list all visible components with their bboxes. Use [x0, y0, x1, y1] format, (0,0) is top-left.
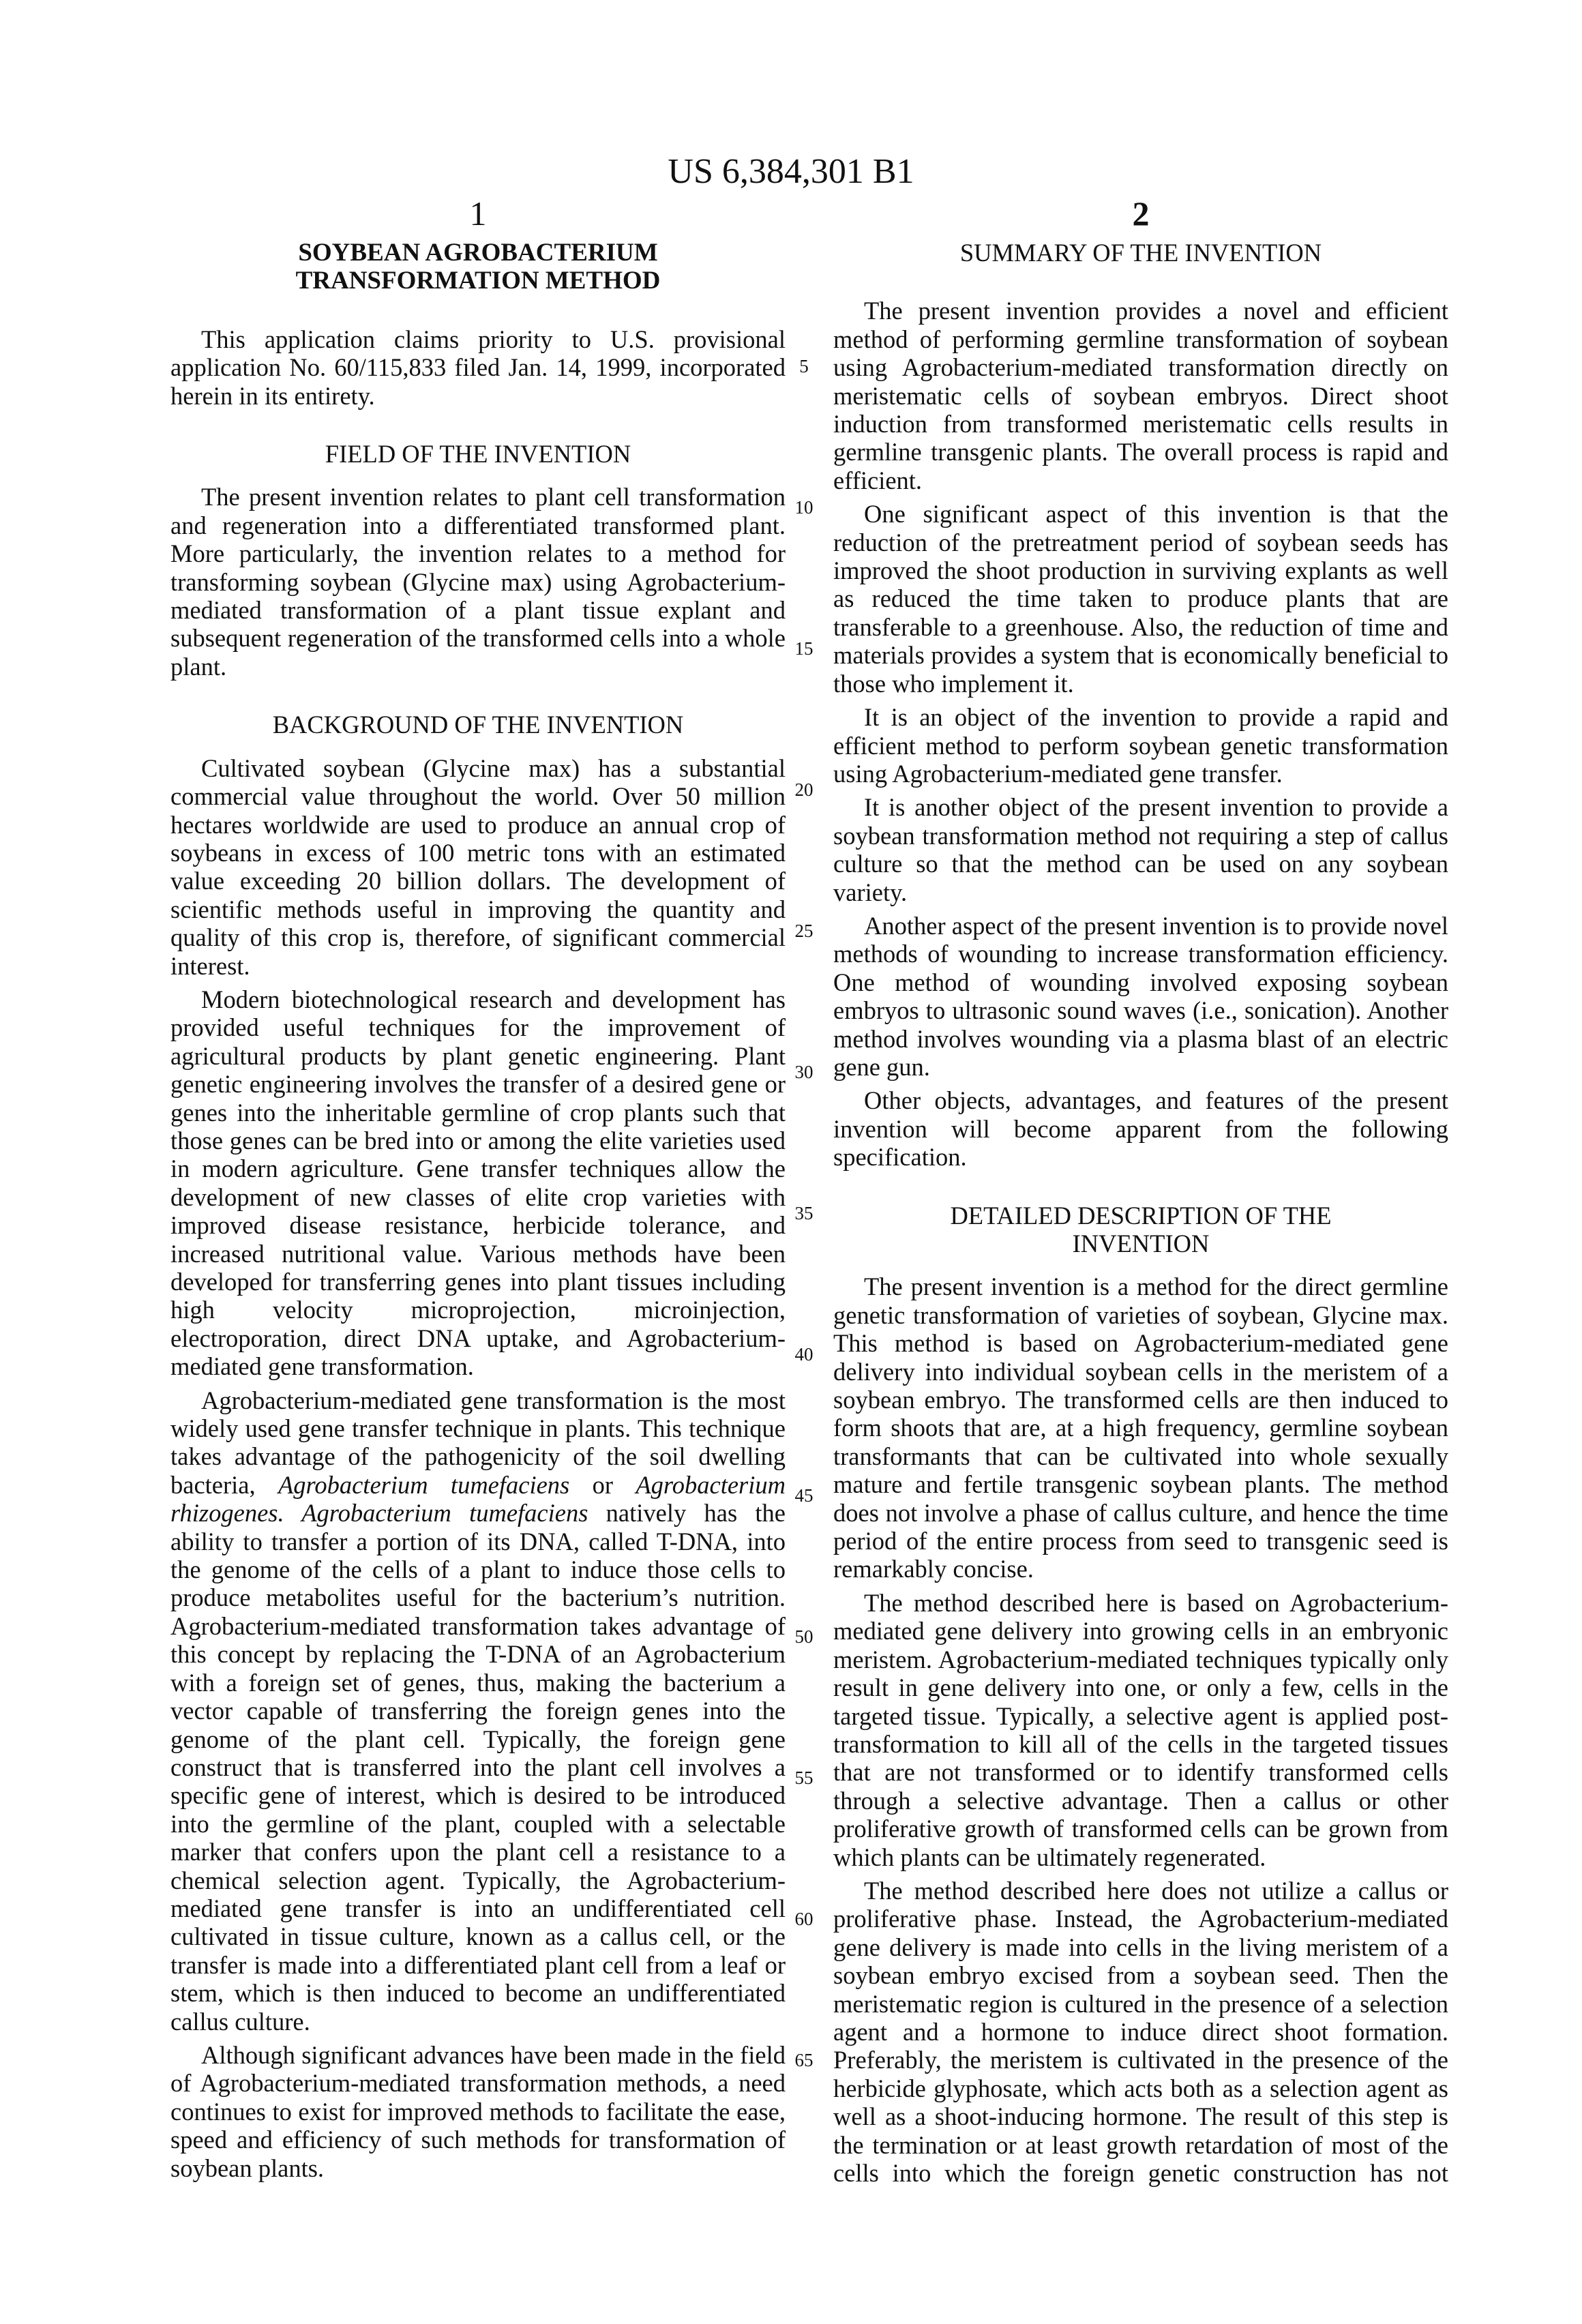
line-number: 45: [794, 1485, 814, 1506]
summary-paragraph-4: It is another object of the present invention to provide a soybean transformation method not requiring a step of callus culture so that the method can be used on any soybean variety.: [833, 793, 1448, 906]
background-paragraph-3: [170, 1386, 786, 2036]
line-number: 35: [794, 1203, 814, 1223]
background-paragraph-4: Although significant advances have been made in the field of Agrobacterium-mediated transformation methods, a need continues to exist for improved methods to facilitate the ease, speed and efficiency of such methods for transformation of soybean plants.: [170, 2040, 786, 2182]
text-span: natively has the ability to transfer a portion of its DNA, called T-DNA, into the genome of the cells of a plant to induce those cells to produce metabolites useful for the bacterium’s nutrition. Agrobacterium-mediated transformation takes advantage of this concept by replacing the T-DNA of an Agrobacterium with a foreign set of genes, thus, making the bacterium a vector capable of transferring the foreign genes into the genome of the plant cell. Typically, the foreign gene construct that is transferred into the plant cell involves a specific gene of interest, which is desired to be introduced into the germline of the plant, coupled with a selectable marker that confers upon the plant cell a resistance to a chemical selection agent. Typically, the Agrobacterium-mediated gene transfer is into an undifferentiated cell cultivated in tissue culture, known as a callus cell, or the transfer is made into a differentiated plant cell from a leaf or stem, which is then induced to become an undifferentiated callus culture.: [170, 1499, 786, 2036]
detailed-paragraph-2: The method described here is based on Agrobacterium-mediated gene delivery into growing cells in an embryonic meristem. Agrobacterium-mediated techniques typically only result in gene delivery into one, or only a few, cells in the targeted tissue. Typically, a selective agent is applied post-transformation to kill all of the cells in the targeted tissues that are not transformed or to identify transformed cells through a selective advantage. Then a callus or other proliferative growth of transformed cells can be grown from which plants can be ultimately regenerated.: [833, 1588, 1448, 1871]
column-number-left: 1: [469, 194, 487, 233]
detailed-paragraph-1: The present invention is a method for the direct germline genetic transformation of varieties of soybean, Glycine max. This method is based on Agrobacterium-mediated gene delivery into individual soybean cells in the meristem of a soybean embryo. The transformed cells are then induced to form shoots that are, at a high frequency, germline soybean transformants that can be cultivated into whole sexually mature and fertile transgenic soybean plants. The method does not involve a phase of callus culture, and hence the time period of the entire process from seed to transgenic seed is remarkably concise.: [833, 1272, 1448, 1583]
summary-paragraph-3: It is an object of the invention to provide a rapid and efficient method to perform soybean genetic transformation using Agrobacterium-mediated gene transfer.: [833, 703, 1448, 788]
detailed-description-heading: [833, 1202, 1448, 1258]
left-column: [170, 239, 786, 2182]
line-number: 50: [794, 1626, 814, 1647]
background-heading: BACKGROUND OF THE INVENTION: [272, 711, 684, 739]
title-line-1: SOYBEAN AGROBACTERIUM: [298, 239, 658, 267]
line-number: 40: [794, 1344, 814, 1365]
line-number: 60: [794, 1909, 814, 1929]
heading-line-1: DETAILED DESCRIPTION OF THE: [950, 1201, 1332, 1230]
heading-line-2: INVENTION: [1072, 1230, 1210, 1257]
field-heading: FIELD OF THE INVENTION: [325, 440, 631, 468]
summary-paragraph-5: Another aspect of the present invention is to provide novel methods of wounding to increase transformation efficiency. One method of wounding involved exposing soybean embryos to ultrasonic sound waves (i.e., sonication). Another method involves wounding via a plasma blast of an electric gene gun.: [833, 911, 1448, 1081]
line-number: 15: [794, 638, 814, 659]
line-number: 25: [794, 921, 814, 941]
column-number-right: 2: [1132, 194, 1150, 233]
line-number: 10: [794, 497, 814, 518]
line-number: 20: [794, 779, 814, 800]
text-span: or: [569, 1470, 636, 1499]
background-paragraph-1: Cultivated soybean (Glycine max) has a substantial commercial value throughout the world. Over 50 million hectares worldwide are used to produce an annual crop of soybeans in excess of 100 metric tons with an estimated value exceeding 20 billion dollars. The development of scientific methods useful in improving the quantity and quality of this crop is, therefore, of significant commercial interest.: [170, 754, 786, 980]
right-column: [833, 239, 1448, 2187]
priority-paragraph: This application claims priority to U.S. provisional application No. 60/115,833 filed Jan. 14, 1999, incorporated herein in its entirety.: [170, 325, 786, 410]
text-span: Agrobacterium-mediated gene transformation is the most widely used gene transfer technique in plants. This technique takes advantage of the pathogenicity of the soil dwelling bacteria,: [170, 1386, 786, 1499]
summary-paragraph-6: Other objects, advantages, and features of the present invention will become apparent from the following specification.: [833, 1086, 1448, 1172]
background-paragraph-2: Modern biotechnological research and development has provided useful techniques for the improvement of agricultural products by plant genetic engineering. Plant genetic engineering involves the transfer of a desired gene or genes into the inheritable germline of crop plants such that those genes can be bred into or among the elite varieties used in modern agriculture. Gene transfer techniques allow the development of new classes of elite crop varieties with improved disease resistance, herbicide tolerance, and increased nutritional value. Various methods have been developed for transferring genes into plant tissues including high velocity microprojection, microinjection, electroporation, direct DNA uptake, and Agrobacterium-mediated gene transformation.: [170, 985, 786, 1381]
title-line-2: TRANSFORMATION METHOD: [295, 267, 661, 295]
patent-number: US 6,384,301 B1: [668, 152, 914, 191]
summary-heading: SUMMARY OF THE INVENTION: [959, 239, 1322, 267]
line-number: 65: [794, 2050, 814, 2070]
summary-paragraph-1: The present invention provides a novel and efficient method of performing germline transformation of soybean using Agrobacterium-mediated transformation directly on meristematic cells of soybean embryos. Direct shoot induction from transformed meristematic cells results in germline transgenic plants. The overall process is rapid and efficient.: [833, 297, 1448, 494]
species-name: Agrobacterium tumefaciens: [278, 1470, 570, 1499]
line-number: 5: [799, 356, 809, 376]
line-number: 30: [794, 1062, 814, 1082]
species-name: Agrobacterium rhizogenes. Agrobacterium tumefaciens: [170, 1470, 786, 1528]
patent-title: [170, 239, 786, 295]
line-number: 55: [794, 1768, 814, 1788]
field-paragraph: The present invention relates to plant cell transformation and regeneration into a differentiated transformed plant. More particularly, the invention relates to a method for transforming soybean (Glycine max) using Agrobacterium-mediated transformation of a plant tissue explant and subsequent regeneration of the transformed cells into a whole plant.: [170, 483, 786, 681]
summary-paragraph-2: One significant aspect of this invention is that the reduction of the pretreatment period of soybean seeds has improved the shoot production in surviving explants as well as reduced the time taken to produce plants that are transferable to a greenhouse. Also, the reduction of time and materials provides a system that is economically beneficial to those who implement it.: [833, 500, 1448, 698]
detailed-paragraph-3: The method described here does not utilize a callus or proliferative phase. Instead, the Agrobacterium-mediated gene delivery is made into cells in the living meristem of a soybean embryo excised from a soybean seed. Then the meristematic region is cultured in the presence of a selection agent and a hormone to induce direct shoot formation. Preferably, the meristem is cultivated in the presence of the herbicide glyphosate, which acts both as a selection agent as well as a shoot-inducing hormone. The result of this step is the termination or at least growth retardation of most of the cells into which the foreign genetic construction has not: [833, 1876, 1448, 2187]
